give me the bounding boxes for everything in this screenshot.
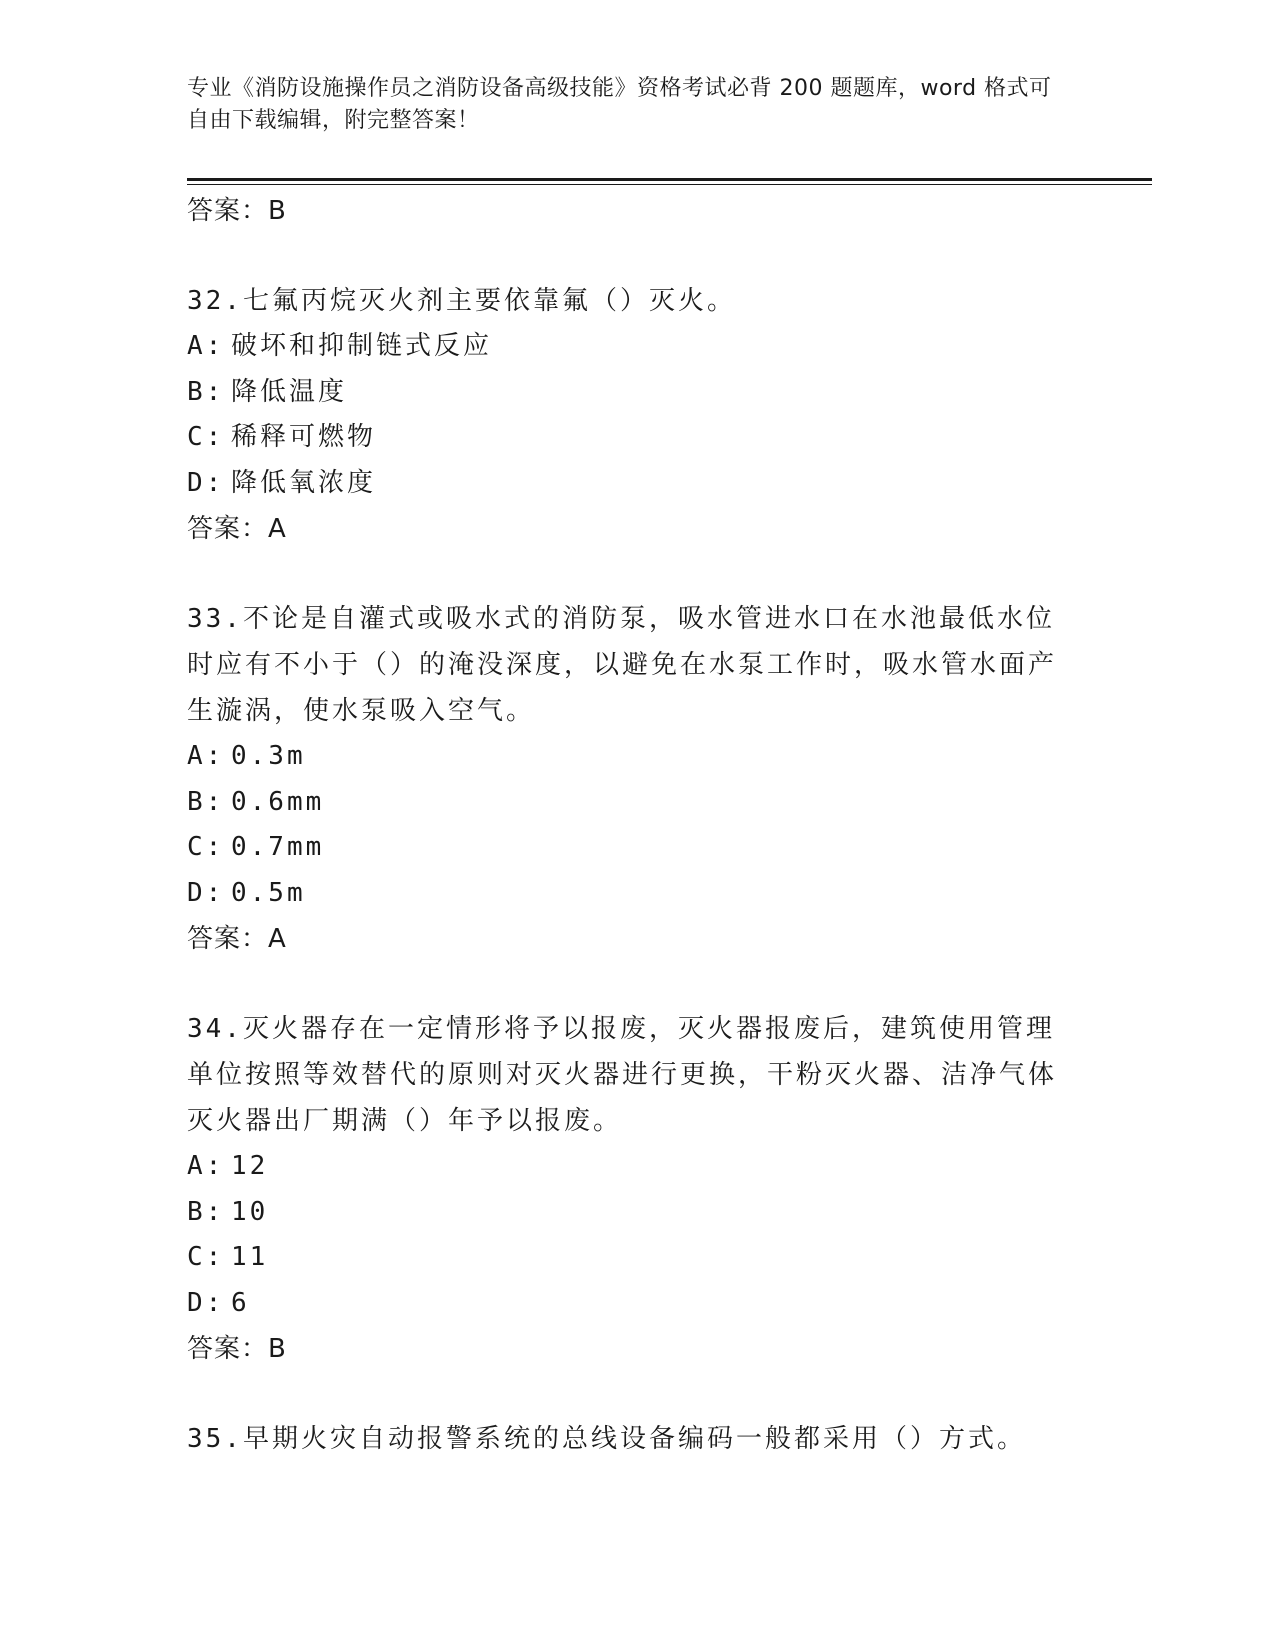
option-text: 0.7mm [231, 832, 325, 862]
option-text: 0.5m [231, 877, 306, 908]
option-key: D: [187, 1287, 225, 1318]
option-d [187, 871, 1087, 917]
question-block [187, 278, 1087, 552]
document-header: 专业《消防设施操作员之消防设备高级技能》资格考试必背 200 题题库，word 格式可自由下载编辑，附完整答案！ [187, 76, 1052, 133]
option-key: C: [187, 422, 225, 452]
option-c [187, 1235, 1087, 1281]
option-text: 降低温度 [231, 376, 348, 407]
answer-line: 答案：A [187, 514, 287, 544]
option-key: A: [187, 331, 225, 361]
option-b [187, 780, 1087, 826]
question-block [187, 1006, 1087, 1372]
answer-line: 答案：B [187, 196, 287, 226]
option-a [187, 1144, 1087, 1190]
option-text: 12 [231, 1151, 269, 1181]
option-text: 破坏和抑制链式反应 [231, 331, 493, 361]
option-key: D: [187, 467, 225, 498]
option-text: 0.6mm [231, 786, 325, 817]
question-block [187, 596, 1087, 962]
option-key: D: [187, 877, 225, 908]
option-key: B: [187, 376, 225, 407]
option-key: C: [187, 1242, 225, 1272]
option-a [187, 324, 1087, 370]
option-d [187, 461, 1087, 507]
option-key: A: [187, 1151, 225, 1181]
option-text: 11 [231, 1242, 269, 1272]
question-text: 33.不论是自灌式或吸水式的消防泵，吸水管进水口在水池最低水位时应有不小于（）的淹没深度，以避免在水泵工作时，吸水管水面产生漩涡，使水泵吸入空气。 [187, 604, 1058, 726]
header-rule-thick [187, 178, 1152, 181]
option-c [187, 415, 1087, 461]
option-d [187, 1281, 1087, 1327]
answer-line: 答案：B [187, 1334, 287, 1364]
question-list [187, 188, 1087, 1462]
option-key: B: [187, 1196, 225, 1227]
option-c [187, 825, 1087, 871]
answer-line: 答案：A [187, 924, 287, 954]
option-text: 10 [231, 1196, 269, 1227]
option-a [187, 734, 1087, 780]
option-key: A: [187, 741, 225, 771]
option-b [187, 1190, 1087, 1236]
option-b [187, 370, 1087, 416]
question-text: 32.七氟丙烷灭火剂主要依靠氟（）灭火。 [187, 286, 736, 316]
option-text: 6 [231, 1287, 250, 1318]
option-text: 0.3m [231, 741, 306, 771]
questions-container [187, 278, 1087, 1462]
option-text: 降低氧浓度 [231, 467, 377, 498]
option-key: B: [187, 786, 225, 817]
question-text: 34.灭火器存在一定情形将予以报废，灭火器报废后，建筑使用管理单位按照等效替代的原则对灭火器进行更换，干粉灭火器、洁净气体灭火器出厂期满（）年予以报废。 [187, 1014, 1058, 1136]
question-text: 35.早期火灾自动报警系统的总线设备编码一般都采用（）方式。 [187, 1424, 1026, 1454]
header-rule-thin [187, 184, 1152, 185]
question-block [187, 1416, 1087, 1462]
option-key: C: [187, 832, 225, 862]
option-text: 稀释可燃物 [231, 422, 377, 452]
